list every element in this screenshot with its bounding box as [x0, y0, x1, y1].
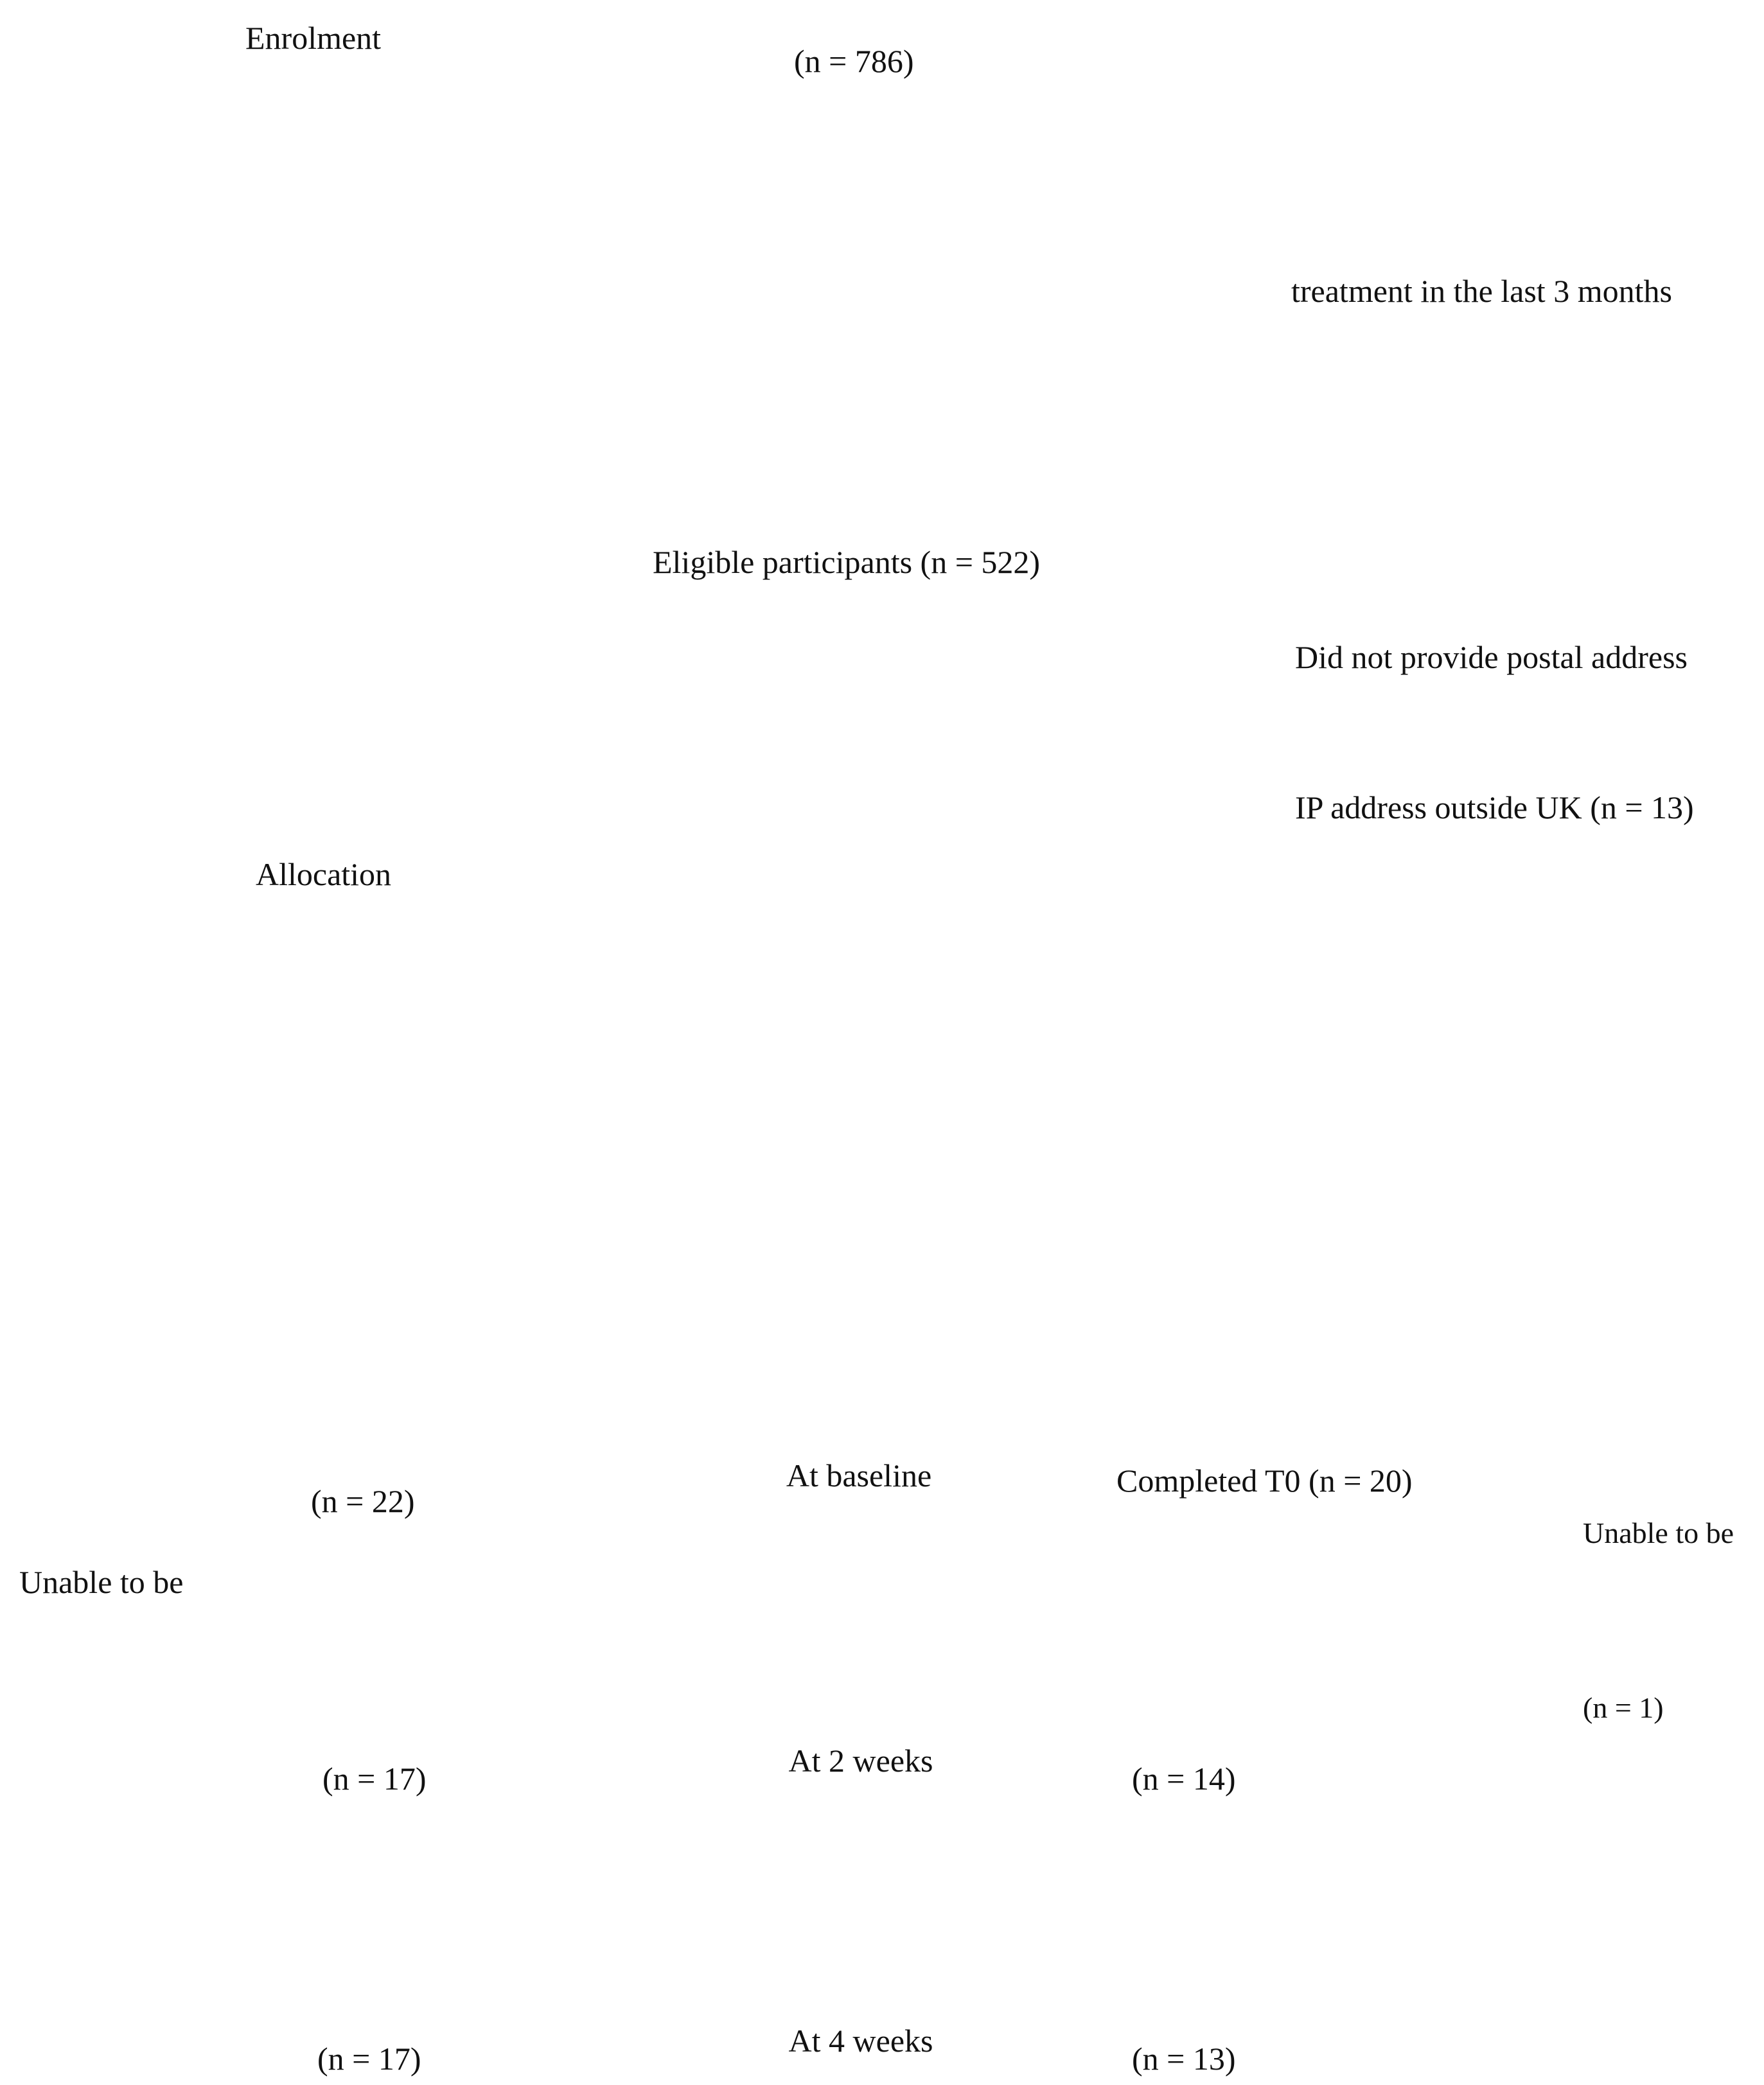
right-arm-unable-count: (n = 1): [1583, 1691, 1664, 1724]
stage-label-enrolment: Enrolment: [245, 20, 382, 56]
timepoint-4-weeks: At 4 weeks: [788, 2023, 933, 2059]
stage-label-allocation: Allocation: [256, 856, 392, 892]
left-arm-4-weeks-count: (n = 17): [317, 2041, 421, 2077]
left-arm-unable-label: Unable to be: [19, 1564, 184, 1600]
timepoint-baseline: At baseline: [786, 1457, 932, 1493]
right-arm-unable-label: Unable to be: [1583, 1517, 1734, 1549]
enrolment-total-count: (n = 786): [794, 43, 914, 79]
exclusion-ip-outside-uk: IP address outside UK (n = 13): [1295, 789, 1694, 825]
left-arm-baseline-count: (n = 22): [311, 1483, 415, 1519]
eligible-participants: Eligible participants (n = 522): [653, 544, 1041, 580]
right-arm-4-weeks-count: (n = 13): [1132, 2041, 1236, 2077]
right-arm-2-weeks-count: (n = 14): [1132, 1761, 1236, 1797]
right-arm-completed-t0: Completed T0 (n = 20): [1116, 1463, 1413, 1499]
exclusion-no-postal-address: Did not provide postal address: [1295, 639, 1688, 675]
exclusion-treatment-text: treatment in the last 3 months: [1291, 273, 1672, 309]
timepoint-2-weeks: At 2 weeks: [788, 1743, 933, 1779]
left-arm-2-weeks-count: (n = 17): [322, 1761, 427, 1797]
